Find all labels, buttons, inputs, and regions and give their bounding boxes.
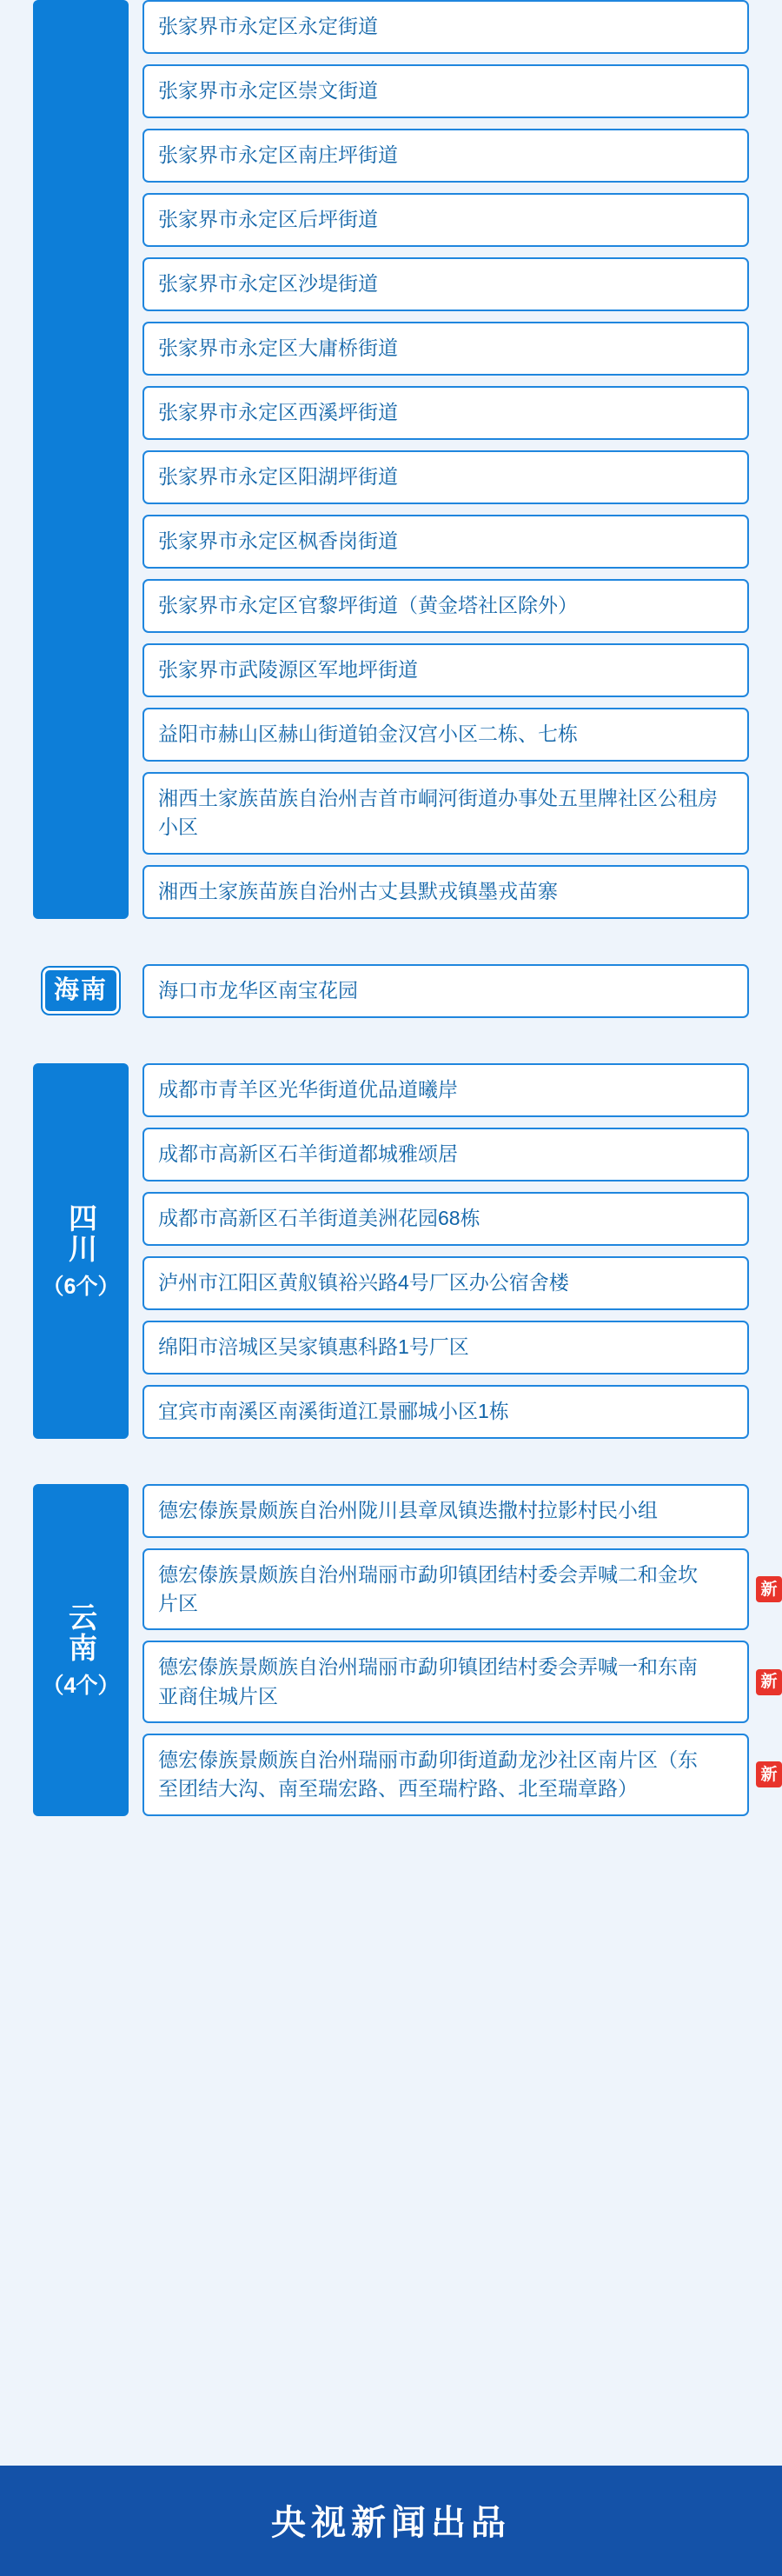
area-label: 张家界市永定区沙堤街道 [158,272,378,296]
area-row[interactable] [142,1548,778,1631]
area-rows-hainan [142,964,749,1018]
area-row[interactable] [142,64,749,118]
province-count: （6个） [42,1275,120,1300]
area-label: 绵阳市涪城区吴家镇惠科路1号厂区 [158,1335,469,1359]
area-label: 宜宾市南溪区南溪街道江景郦城小区1栋 [158,1400,509,1423]
new-badge: 新 [756,1669,782,1695]
area-label: 湘西土家族苗族自治州古丈县默戎镇墨戎苗寨 [158,880,558,903]
area-label: 张家界市永定区永定街道 [158,15,378,38]
area-label: 张家界市永定区官黎坪街道（黄金塔社区除外） [158,594,578,617]
area-row[interactable] [142,643,749,697]
area-row[interactable] [142,1192,749,1246]
area-label: 成都市青羊区光华街道优品道曦岸 [158,1078,458,1102]
area-label: 张家界市永定区后坪街道 [158,208,378,231]
area-row[interactable] [142,772,749,855]
area-row[interactable] [142,1063,749,1117]
area-label: 成都市高新区石羊街道都城雅颂居 [158,1142,458,1166]
footer-text: 央视新闻出品 [271,2504,511,2542]
province-group-hainan [33,964,749,1018]
area-row[interactable] [142,1256,749,1310]
area-row[interactable] [142,450,749,504]
area-rows-yunnan [142,1484,778,1816]
area-row[interactable] [142,129,749,183]
province-count: （4个） [42,1674,120,1699]
area-row[interactable] [142,515,749,569]
province-group-hunan [33,0,749,919]
area-row[interactable] [142,0,749,54]
footer-banner [0,2466,782,2576]
province-group-yunnan [33,1484,778,1816]
area-row[interactable] [142,322,749,376]
area-label: 德宏傣族景颇族自治州瑞丽市勐卯街道勐龙沙社区南片区（东至团结大沟、南至瑞宏路、西至瑞柠路、北至瑞章路） [158,1748,698,1801]
area-row[interactable] [142,193,749,247]
area-rows-hunan [142,0,749,919]
area-row[interactable] [142,257,749,311]
province-name: 四川 [64,1203,97,1265]
province-name: 海南 [43,968,119,1014]
area-label: 德宏傣族景颇族自治州瑞丽市勐卯镇团结村委会弄喊一和东南亚商住城片区 [158,1655,698,1707]
area-row[interactable] [142,1641,778,1723]
area-label: 张家界市永定区大庸桥街道 [158,336,398,360]
area-row[interactable] [142,1484,749,1538]
area-label: 湘西土家族苗族自治州吉首市峒河街道办事处五里牌社区公租房小区 [158,787,718,839]
area-row[interactable] [142,865,749,919]
area-row[interactable] [142,1385,749,1439]
province-group-sichuan [33,1063,749,1439]
area-row[interactable] [142,964,749,1018]
area-row[interactable] [142,708,749,762]
province-name: 云南 [64,1602,97,1664]
area-row[interactable] [142,1734,778,1816]
bottom-spacer [33,1861,749,1896]
province-tab-sichuan [33,1063,129,1439]
area-label: 海口市龙华区南宝花园 [158,979,358,1002]
area-row[interactable] [142,579,749,633]
area-label: 张家界市永定区西溪坪街道 [158,401,398,424]
area-label: 张家界市永定区阳湖坪街道 [158,465,398,489]
province-tab-yunnan [33,1484,129,1816]
province-tab-hunan [33,0,129,919]
area-row[interactable] [142,1321,749,1375]
new-badge: 新 [756,1576,782,1602]
area-label: 德宏傣族景颇族自治州陇川县章凤镇迭撒村拉影村民小组 [158,1499,658,1522]
area-rows-sichuan [142,1063,749,1439]
area-label: 德宏傣族景颇族自治州瑞丽市勐卯镇团结村委会弄喊二和金坎片区 [158,1562,698,1615]
area-label: 益阳市赫山区赫山街道铂金汉宫小区二栋、七栋 [158,722,578,746]
area-label: 张家界市永定区枫香岗街道 [158,529,398,553]
area-row[interactable] [142,386,749,440]
new-badge: 新 [756,1761,782,1787]
province-tab-hainan [33,964,129,1018]
area-label: 成都市高新区石羊街道美洲花园68栋 [158,1207,480,1230]
area-label: 张家界市永定区南庄坪街道 [158,143,398,167]
area-label: 泸州市江阳区黄舣镇裕兴路4号厂区办公宿舍楼 [158,1271,569,1295]
area-label: 张家界市武陵源区军地坪街道 [158,658,418,682]
area-row[interactable] [142,1128,749,1181]
area-label: 张家界市永定区崇文街道 [158,79,378,103]
